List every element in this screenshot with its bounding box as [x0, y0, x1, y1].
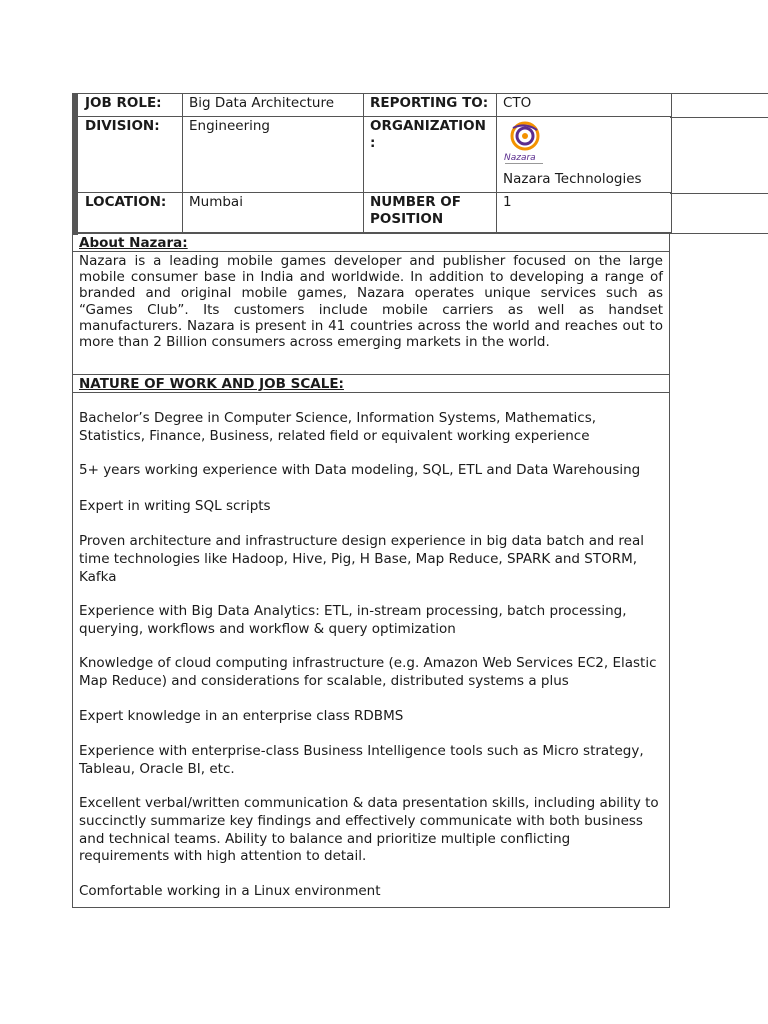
organization-label: ORGANIZATION : [364, 117, 497, 193]
list-item: Excellent verbal/written communication & data presentation skills, including ability to succinctly summarize key findings and effectively communicate with both business and technical teams. Ability to balance and prioritize multiple conflicting requirements with high attention to detail. [79, 795, 659, 865]
nazara-logo [503, 120, 547, 166]
list-item: Expert in writing SQL scripts [79, 497, 271, 514]
nature-title: NATURE OF WORK AND JOB SCALE: [73, 375, 669, 393]
table-rule [72, 93, 78, 235]
organization-value: Nazara Technologies [503, 171, 642, 187]
reporting-to-label: REPORTING TO: [364, 94, 497, 117]
about-title: About Nazara: [73, 234, 669, 252]
organization-cell [497, 117, 672, 193]
positions-label: NUMBER OF POSITION [364, 193, 497, 233]
list-item: Comfortable working in a Linux environment [79, 882, 381, 899]
positions-value: 1 [497, 193, 672, 233]
job-role-label: JOB ROLE: [73, 94, 183, 117]
location-row [73, 193, 672, 233]
list-item: Experience with enterprise-class Business Intelligence tools such as Micro strategy, Tableau, Oracle BI, etc. [79, 743, 644, 777]
list-item: Experience with Big Data Analytics: ETL, in-stream processing, batch processing, querying, workflows and workflow & query optimization [79, 603, 627, 637]
table-rule [670, 93, 768, 94]
division-value: Engineering [183, 117, 364, 193]
list-item: Proven architecture and infrastructure design experience in big data batch and real time technologies like Hadoop, Hive, Pig, H Base, Map Reduce, SPARK and STORM, Kafka [79, 533, 645, 585]
location-label: LOCATION: [73, 193, 183, 233]
job-role-row [73, 94, 672, 117]
list-item: Expert knowledge in an enterprise class RDBMS [79, 707, 404, 724]
location-value: Mumbai [183, 193, 364, 233]
table-rule [670, 117, 768, 118]
division-label: DIVISION: [73, 117, 183, 193]
list-item: Knowledge of cloud computing infrastructure (e.g. Amazon Web Services EC2, Elastic Map Reduce) and considerations for scalable, distributed systems a plus [79, 655, 657, 689]
nature-section [72, 374, 670, 908]
job-role-value: Big Data Architecture [183, 94, 364, 117]
list-item: 5+ years working experience with Data modeling, SQL, ETL and Data Warehousing [79, 462, 641, 479]
table-rule [670, 193, 768, 194]
division-row [73, 117, 672, 193]
about-text: Nazara is a leading mobile games developer and publisher focused on the large mobile consumer base in India and worldwide. In addition to developing a range of branded and original mobile games, Nazara operates unique services such as “Games Club”. Its customers include mobile carriers as well as handset manufacturers. Nazara is present in 41 countries across the world and reaches out to more than 2 Billion consumers across emerging markets in the world. [79, 253, 663, 351]
about-section [72, 233, 670, 375]
svg-text:Nazara: Nazara [504, 153, 536, 163]
job-details-table [72, 93, 672, 233]
table-rule [670, 233, 768, 234]
list-item: Bachelor’s Degree in Computer Science, Information Systems, Mathematics, Statistics, Finance, Business, related field or equivalent working experience [79, 410, 597, 444]
reporting-to-value: CTO [497, 94, 672, 117]
